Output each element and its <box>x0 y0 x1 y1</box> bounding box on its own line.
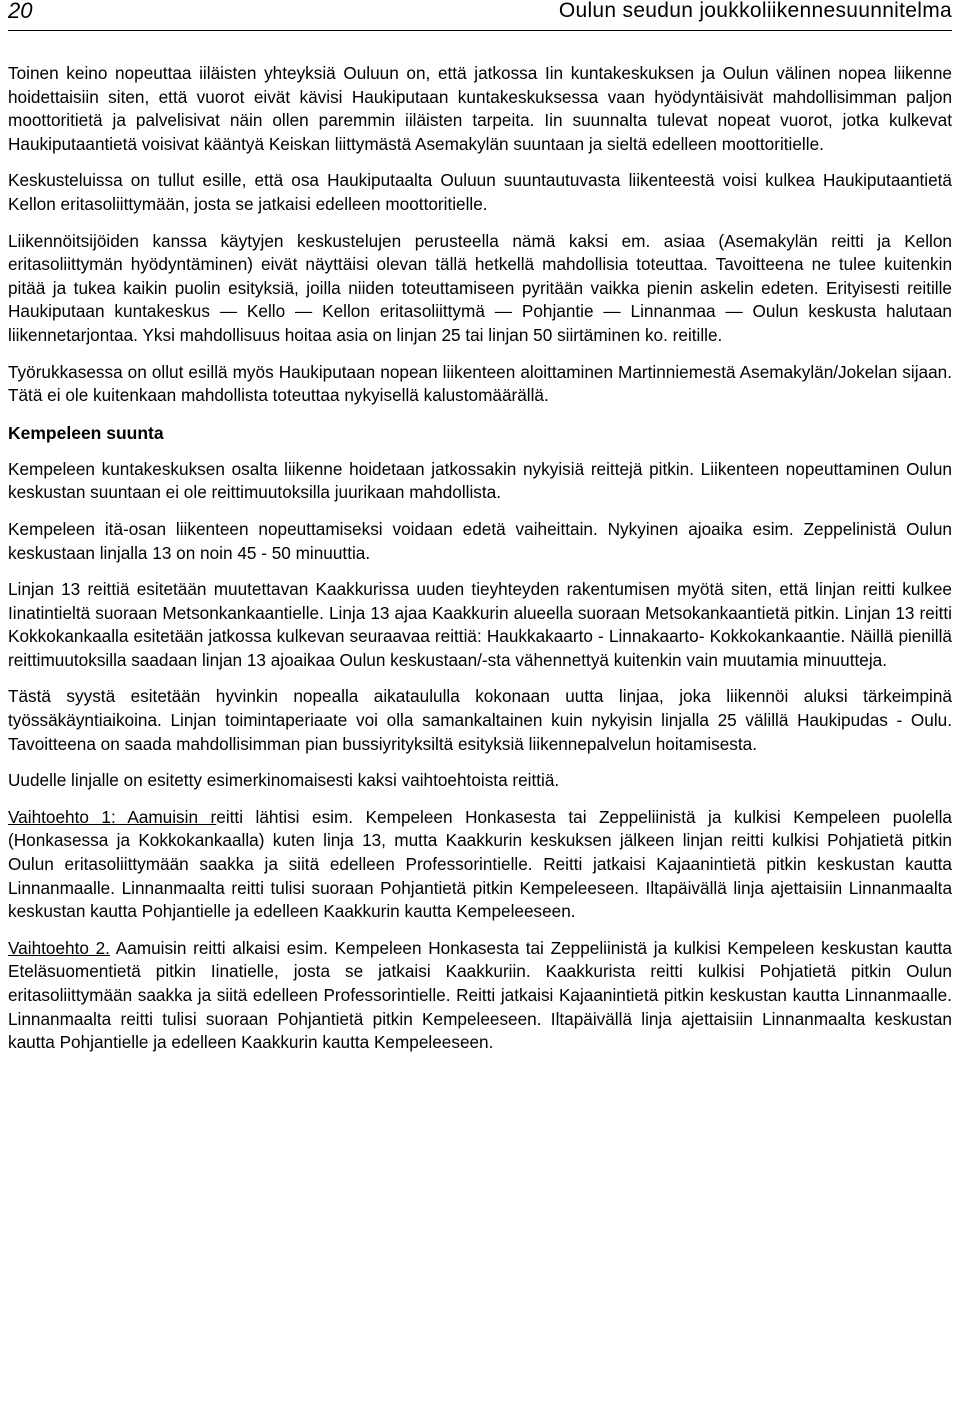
paragraph-kempele-center: Kempeleen kuntakeskuksen osalta liikenne hoidetaan jatkossakin nykyisiä reittejä pitkin. Liikenteen nopeuttaminen Oulun keskustan suuntaan ei ole reittimuutoksilla juurikaan mahdollista. <box>8 458 952 503</box>
paragraph-alternative-2 <box>8 937 952 1055</box>
paragraph-kello-interchange: Keskusteluissa on tullut esille, että osa Haukiputaalta Ouluun suuntautuvasta liikenteestä voisi kulkea Haukiputaantietä Kellon eritasoliittymään, josta se jatkaisi edelleen moottoritielle. <box>8 170 952 214</box>
page-header <box>8 0 952 31</box>
alternative-2-label: Vaihtoehto 2. <box>8 937 110 958</box>
alternative-1-label: Vaihtoehto 1: Aamuisin r <box>8 806 217 827</box>
document-body <box>8 62 952 1055</box>
paragraph-operator-discussions: Liikennöitsijöiden kanssa käytyjen keskustelujen perusteella nämä kaksi em. asiaa (Asemakylän reitti ja Kellon eritasoliittymän hyödyntäminen) eivät näyttäisi olevan tällä hetkellä mahdollisia toteuttaa. Tavoitteena ne tulee kuitenkin pitää ja tukea kaikin puolin esityksiä, joilla niiden toteuttamiseen pyritään vaikka pienin askelin edeten. Erityisesti reitille Haukiputaan kuntakeskus — Kello — Kellon eritasoliittymä — Pohjantie — Linnanmaa — Oulun keskusta halutaan liikennetarjontaa. Yksi mahdollisuus hoitaa asia on linjan 25 tai linjan 50 siirtäminen ko. reitille. <box>8 230 952 345</box>
paragraph-martinniemi: Työrukkasessa on ollut esillä myös Haukiputaan nopean liikenteen aloittaminen Martinniemestä Asemakylän/Jokelan sijaan. Tätä ei ole kuitenkaan mahdollista toteuttaa nykyisellä kalustomäärällä. <box>8 361 952 406</box>
page-number: 20 <box>8 0 33 23</box>
running-title: Oulun seudun joukkoliikennesuunnitelma <box>558 0 952 22</box>
section-heading-kempele: Kempeleen suunta <box>8 422 164 443</box>
paragraph-alternative-1 <box>8 806 952 924</box>
paragraph-new-line: Tästä syystä esitetään hyvinkin nopealla aikataululla kokonaan uutta linjaa, joka liikennöi aluksi tärkeimpinä työssäkäyntiaikoina. Linjan toimintaperiaate voi olla samankaltainen kuin nykyisin linjalla 25 välillä Haukipudas - Oulu. Tavoitteena on saada mahdollisimman pian bussiyrityksiltä esityksiä liikennepalvelun hoitamisesta. <box>8 686 952 754</box>
paragraph-two-alternatives: Uudelle linjalle on esitetty esimerkinomaisesti kaksi vaihtoehtoista reittiä. <box>8 770 560 791</box>
paragraph-line-13-route: Linjan 13 reittiä esitetään muutettavan Kaakkurissa uuden tieyhteyden rakentumisen myötä siten, että linjan reitti kulkee Iinatintieltä suoraan Metsonkankaantielle. Linja 13 ajaa Kaakkurin alueella suoraan Metsokankaantietä pitkin. Linjan 13 reitti Kokkokankaalla esitetään jatkossa kulkevan seuraavaa reittiä: Haukkakaarto - Linnakaarto- Kokkokankaantie. Näillä pienillä reittimuutoksilla saadaan linjan 13 ajoaikaa Oulun keskustaan/-sta vähennettyä kuitenkin vain muutamia minuutteja. <box>8 579 952 670</box>
alternative-2-text: Aamuisin reitti alkaisi esim. Kempeleen Honkasesta tai Zeppeliinistä ja kulkisi Kempeleen keskustan kautta Eteläsuomentietä pitkin Iinatielle, josta se jatkaisi Kaakkuriin. Kaakkurista reitti kulkisi Pohjatietä pitkin Oulun eritasoliittymään saakka ja siitä edelleen Professorintielle. Reitti jatkaisi Kajaanintietä pitkin keskustan kautta Linnanmaalle. Linnanmaalta reitti tulisi suoraan Pohjantietä pitkin Kempeleeseen. Iltapäivällä linja ajettaisiin Linnanmaalta keskustan kautta Pohjantielle ja edelleen Kaakkurin kautta Kempeleeseen. <box>8 937 952 1053</box>
paragraph-iin-fast-connections: Toinen keino nopeuttaa iiläisten yhteyksiä Ouluun on, että jatkossa Iin kuntakeskuksen ja Oulun välinen nopea liikenne hoidettaisiin siten, että vuorot eivät kävisi Haukiputaan kuntakeskuksessa vaan hyödyntäisivät mahdollisimman paljon moottoritietä ja palvelisivat näin ollen paremmin iiläisten tarpeita. Iin suunnalta tulevat nopeat vuorot, jotka kulkevat Haukiputaantietä voisivat kääntyä Keiskan liittymästä Asemakylän suuntaan ja sieltä edelleen moottoritielle. <box>8 63 952 154</box>
alternative-1-text: eitti lähtisi esim. Kempeleen Honkasesta tai Zeppeliinistä ja kulkisi Kempeleen puolella (Honkasessa ja Kokkokankaalla) kuten linja 13, mutta Kaakkurin keskuksen jälkeen linjan reitti kulkisi Pohjatietä pitkin Oulun eritasoliittymään saakka ja siitä edelleen Professorintielle. Reitti jatkaisi Kajaanintietä pitkin keskustan kautta Linnanmaalle. Linnanmaalta reitti tulisi suoraan Pohjantietä pitkin Kempeleeseen. Iltapäivällä linja ajettaisiin Linnanmaalta keskustan kautta Pohjantielle ja edelleen Kaakkurin kautta Kempeleeseen. <box>8 806 952 922</box>
paragraph-kempele-east: Kempeleen itä-osan liikenteen nopeuttamiseksi voidaan edetä vaiheittain. Nykyinen ajoaika esim. Zeppelinistä Oulun keskustaan linjalla 13 on noin 45 - 50 minuuttia. <box>8 518 952 563</box>
